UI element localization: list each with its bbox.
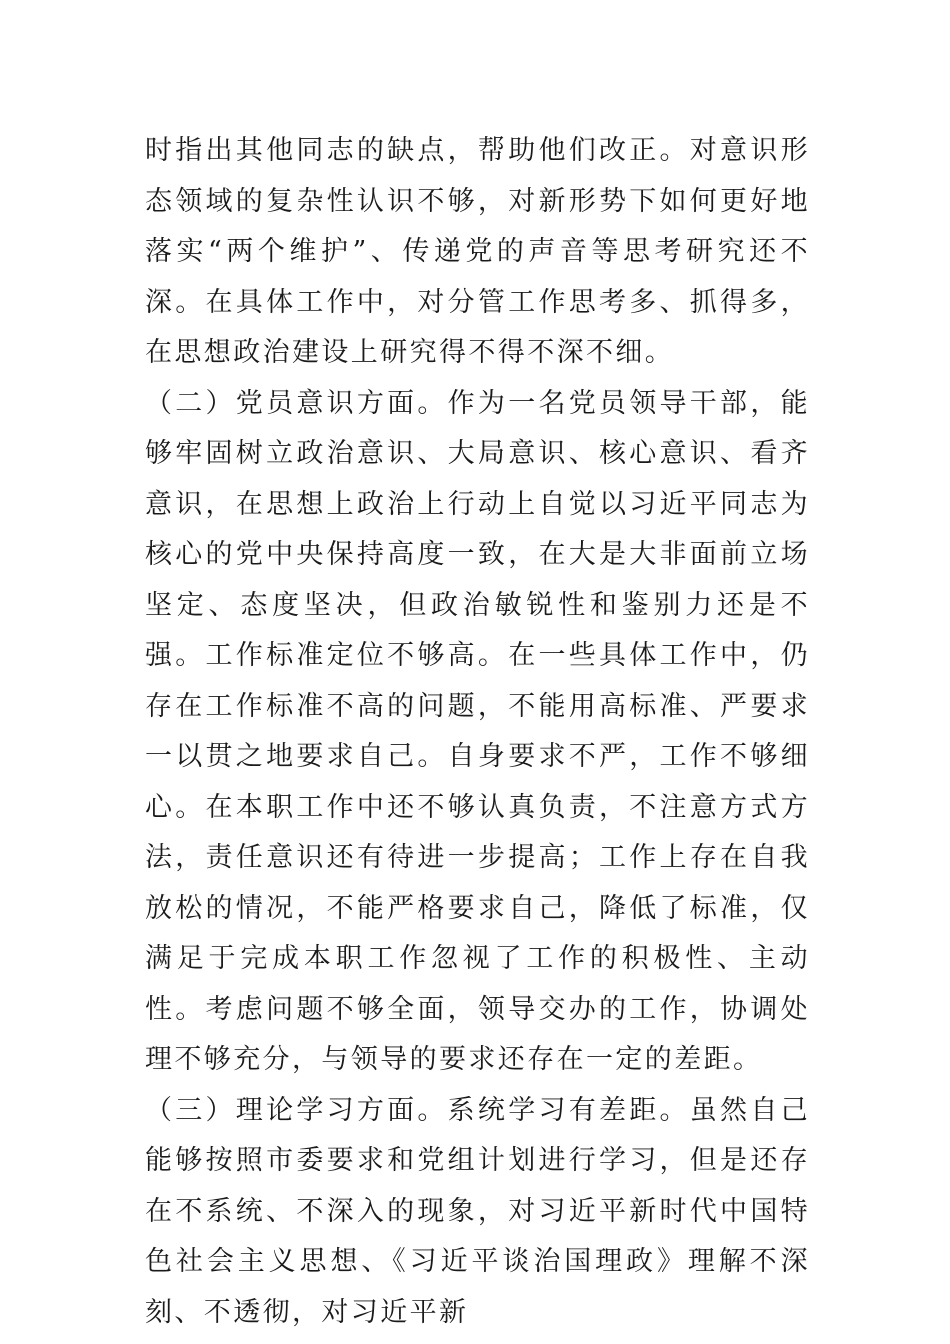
paragraph-continuation: 时指出其他同志的缺点，帮助他们改正。对意识形态领域的复杂性认识不够，对新形势下如何更好地落实“两个维护”、传递党的声音等思考研究还不深。在具体工作中，对分管工作思考多、抓得多，在思想政治建设上研究得不得不深不细。	[145, 135, 810, 368]
document-body	[145, 126, 810, 1338]
paragraph-theory-study: （三）理论学习方面。系统学习有差距。虽然自己能够按照市委要求和党组计划进行学习，但是还存在不系统、不深入的现象，对习近平新时代中国特色社会主义思想、《习近平谈治国理政》理解不深刻、不透彻，对习近平新	[145, 1094, 810, 1328]
paragraph-party-member-awareness: （二）党员意识方面。作为一名党员领导干部，能够牢固树立政治意识、大局意识、核心意识、看齐意识，在思想上政治上行动上自觉以习近平同志为核心的党中央保持高度一致，在大是大非面前立场坚定、态度坚决，但政治敏锐性和鉴别力还是不强。工作标准定位不够高。在一些具体工作中，仍存在工作标准不高的问题，不能用高标准、严要求一以贯之地要求自己。自身要求不严，工作不够细心。在本职工作中还不够认真负责，不注意方式方法，责任意识还有待进一步提高；工作上存在自我放松的情况，不能严格要求自己，降低了标准，仅满足于完成本职工作忽视了工作的积极性、主动性。考虑问题不够全面，领导交办的工作，协调处理不够充分，与领导的要求还存在一定的差距。	[145, 387, 810, 1075]
